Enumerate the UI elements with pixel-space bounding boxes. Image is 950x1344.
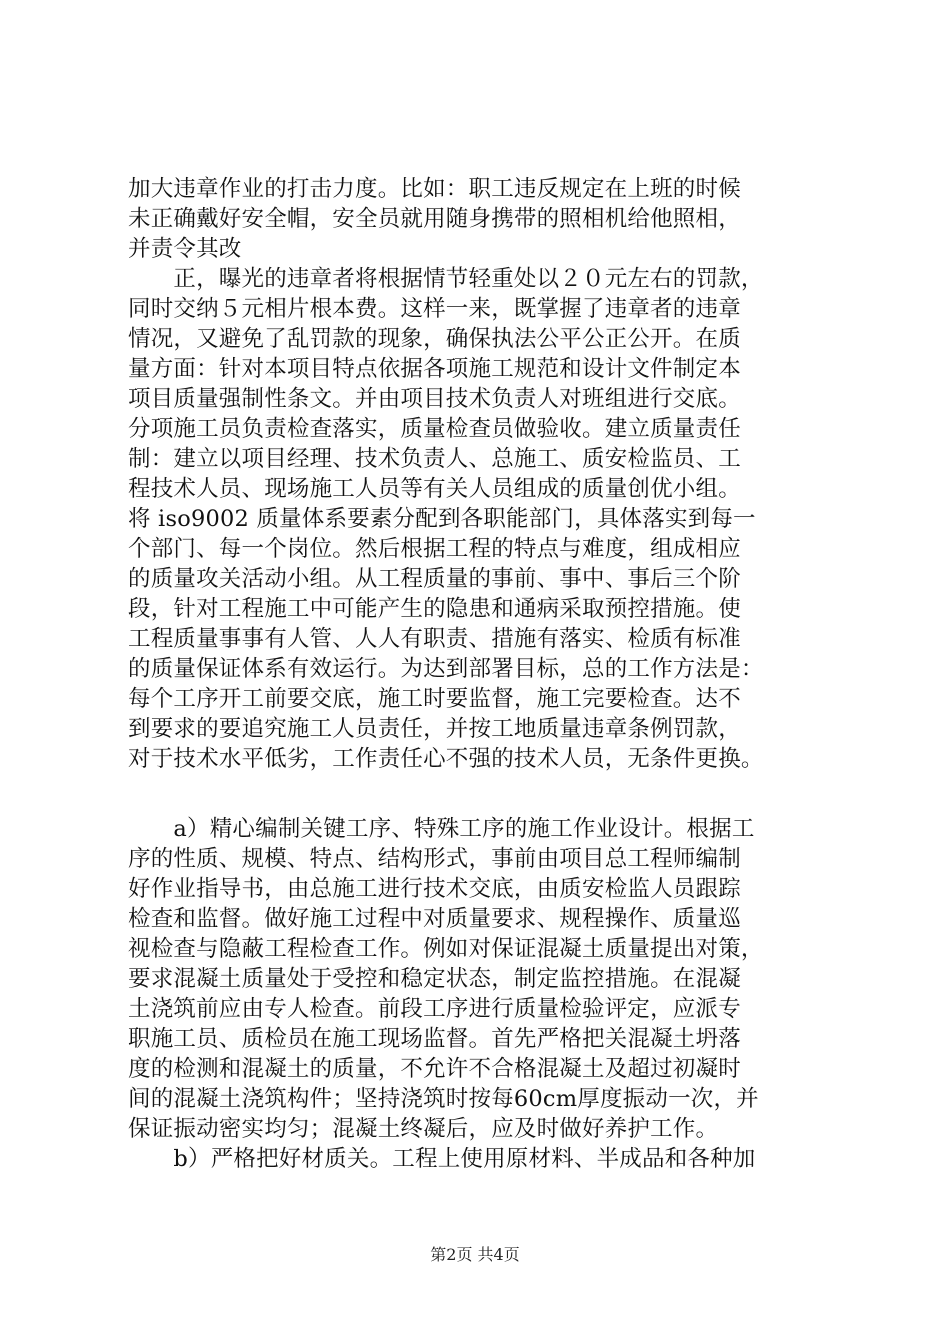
text-line: a）精心编制关键工序、特殊工序的施工作业设计。根据工 xyxy=(128,816,755,842)
text-line: 间的混凝土浇筑构件；坚持浇筑时按每60cm厚度振动一次，并 xyxy=(128,1086,759,1112)
text-line: 要求混凝土质量处于受控和稳定状态，制定监控措施。在混凝 xyxy=(128,966,741,992)
text-line: 好作业指导书，由总施工进行技术交底，由质安检监人员跟踪 xyxy=(128,876,741,902)
text-line: 将 iso9002 质量体系要素分配到各职能部门，具体落实到每一 xyxy=(128,506,756,532)
text-line: 保证振动密实均匀；混凝土终凝后，应及时做好养护工作。 xyxy=(128,1116,719,1142)
text-line: 视检查与隐蔽工程检查工作。例如对保证混凝土质量提出对策， xyxy=(128,936,764,962)
text-line: 制：建立以项目经理、技术负责人、总施工、质安检监员、工 xyxy=(128,446,741,472)
text-line: 未正确戴好安全帽，安全员就用随身携带的照相机给他照相， xyxy=(128,206,741,232)
text-line: 检查和监督。做好施工过程中对质量要求、规程操作、质量巡 xyxy=(128,906,741,932)
text-line: 度的检测和混凝土的质量，不允许不合格混凝土及超过初凝时 xyxy=(128,1056,741,1082)
text-line: 程技术人员、现场施工人员等有关人员组成的质量创优小组。 xyxy=(128,476,741,502)
text-line: 同时交纳５元相片根本费。这样一来，既掌握了违章者的违章 xyxy=(128,296,741,322)
text-line: 的质量攻关活动小组。从工程质量的事前、事中、事后三个阶 xyxy=(128,566,741,592)
text-line: 项目质量强制性条文。并由项目技术负责人对班组进行交底。 xyxy=(128,386,741,412)
text-line: 段，针对工程施工中可能产生的隐患和通病采取预控措施。使 xyxy=(128,596,741,622)
page-footer: 第2页 共4页 xyxy=(430,1245,520,1264)
text-line: 到要求的要追究施工人员责任，并按工地质量违章条例罚款， xyxy=(128,716,741,742)
text-line: 职施工员、质检员在施工现场监督。首先严格把关混凝土坍落 xyxy=(128,1026,741,1052)
text-line: b）严格把好材质关。工程上使用原材料、半成品和各种加 xyxy=(128,1146,756,1172)
text-line: 个部门、每一个岗位。然后根据工程的特点与难度，组成相应 xyxy=(128,536,741,562)
text-line: 序的性质、规模、特点、结构形式，事前由项目总工程师编制 xyxy=(128,846,741,872)
text-line: 的质量保证体系有效运行。为达到部署目标，总的工作方法是： xyxy=(128,656,764,682)
text-line: 工程质量事事有人管、人人有职责、措施有落实、检质有标准 xyxy=(128,626,741,652)
text-line: 每个工序开工前要交底，施工时要监督，施工完要检查。达不 xyxy=(128,686,741,712)
text-line: 并责令其改 xyxy=(128,236,242,262)
text-line: 对于技术水平低劣，工作责任心不强的技术人员，无条件更换。 xyxy=(128,746,764,772)
text-line: 土浇筑前应由专人检查。前段工序进行质量检验评定，应派专 xyxy=(128,996,741,1022)
text-line: 加大违章作业的打击力度。比如：职工违反规定在上班的时候 xyxy=(128,176,741,202)
text-line: 正，曝光的违章者将根据情节轻重处以２０元左右的罚款， xyxy=(128,266,764,292)
text-line: 情况，又避免了乱罚款的现象，确保执法公平公正公开。在质 xyxy=(128,326,741,352)
text-line: 量方面：针对本项目特点依据各项施工规范和设计文件制定本 xyxy=(128,356,741,382)
text-line: 分项施工员负责检查落实，质量检查员做验收。建立质量责任 xyxy=(128,416,741,442)
